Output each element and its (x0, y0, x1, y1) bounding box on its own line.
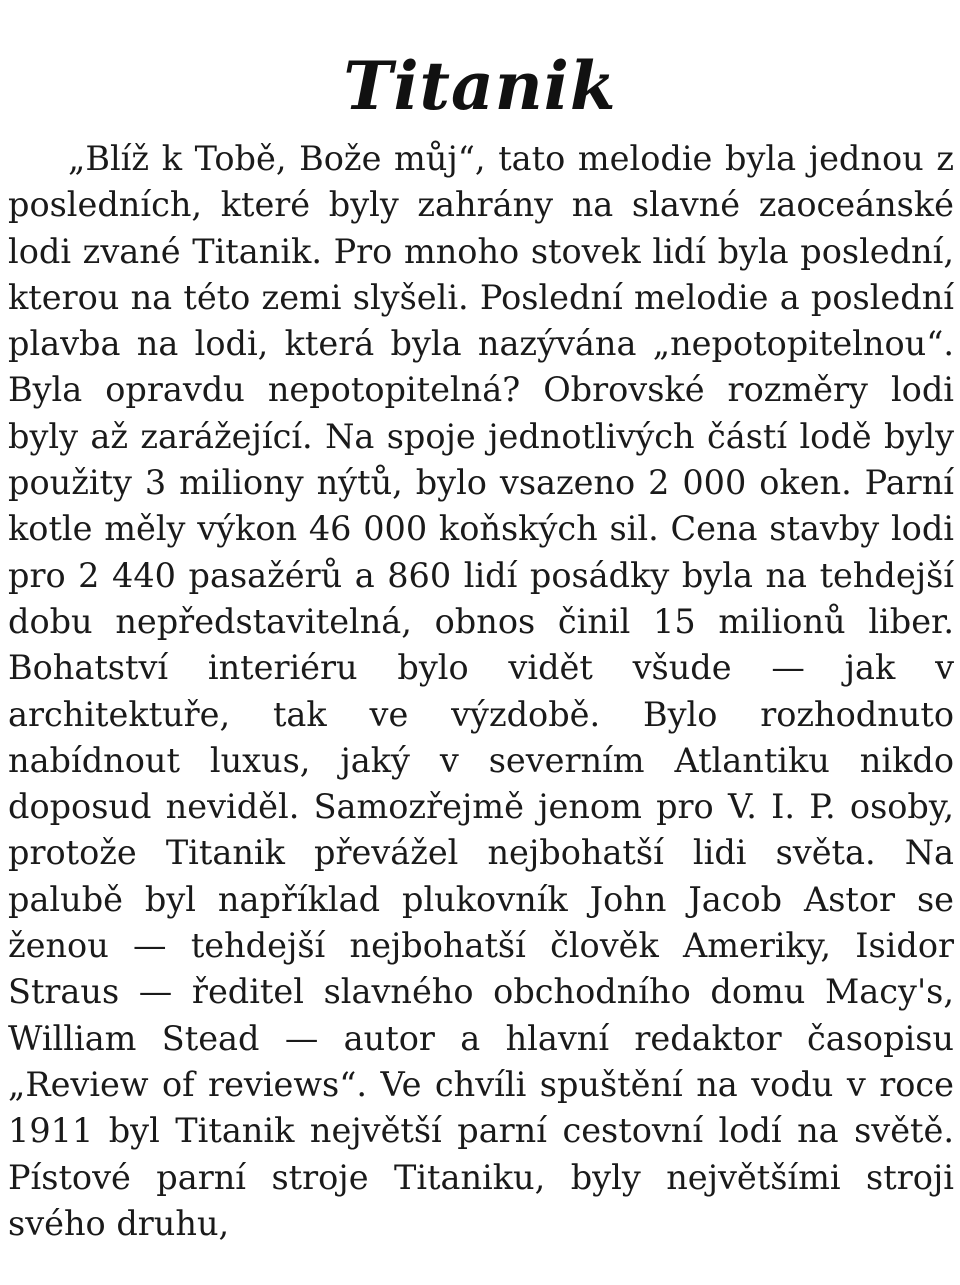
document-title: Titanik (343, 47, 617, 126)
article-paragraph: „Blíž k Tobě, Bože můj“, tato melodie byla jednou z posledních, které byly zahrány na slavné zaoceánské lodi zvané Titanik. Pro mnoho stovek lidí byla poslední, kterou na této zemi slyšeli. Poslední melodie a poslední plavba na lodi, která byla nazývána „nepotopitelnou“. Byla opravdu nepotopitelná? Obrovské rozměry lodi byly až zarážející. Na spoje jednotlivých částí lodě byly použity 3 miliony nýtů, bylo vsazeno 2 000 oken. Parní kotle měly výkon 46 000 koňských sil. Cena stavby lodi pro 2 440 pasažérů a 860 lidí posádky byla na tehdejší dobu nepředstavitelná, obnos činil 15 milionů liber. Bohatství interiéru bylo vidět všude — jak v architektuře, tak ve výzdobě. Bylo rozhodnuto nabídnout luxus, jaký v severním Atlantiku nikdo doposud neviděl. Samozřejmě jenom pro V. I. P. osoby, protože Titanik převážel nejbohatší lidi světa. Na palubě byl například plukovník John Jacob Astor se ženou — tehdejší nejbohatší člověk Ameriky, Isidor Straus — ředitel slavného obchodního domu Macy's, William Stead — autor a hlavní redaktor časopisu „Review of reviews“. Ve chvíli spuštění na vodu v roce 1911 byl Titanik největší parní cestovní lodí na světě. Pístové parní stroje Titaniku, byly největšími stroji svého druhu, (8, 139, 954, 1243)
article-body (8, 136, 954, 1247)
